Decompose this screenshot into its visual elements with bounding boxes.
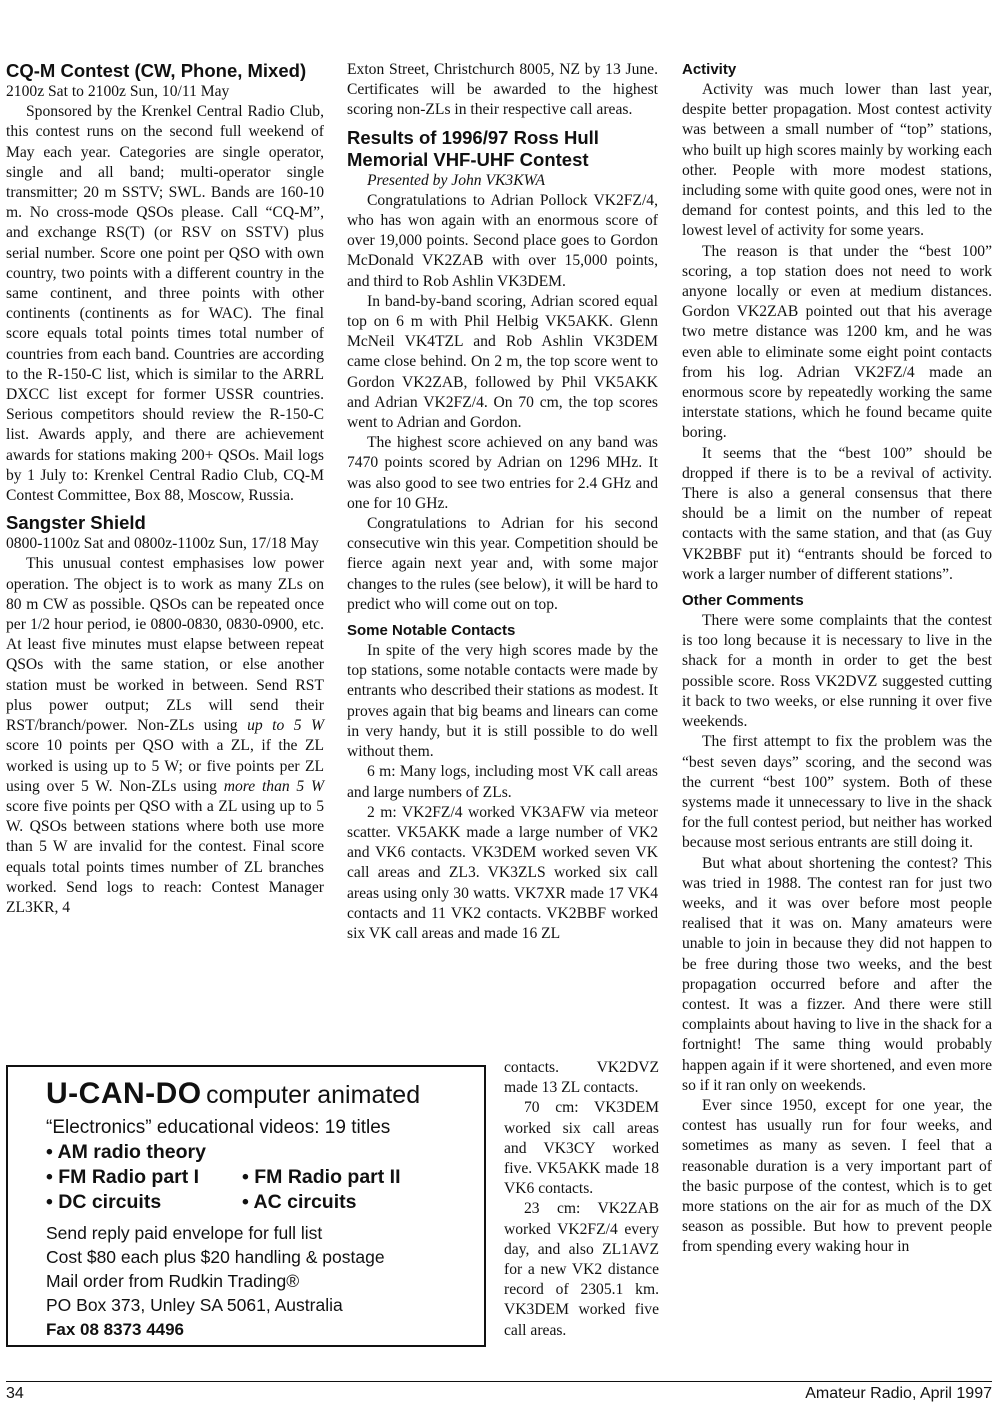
sangster-shield-body (6, 554, 324, 918)
ad-item-fm-part1: • FM Radio part I (46, 1166, 200, 1188)
activity-paragraph-1: Activity was much lower than last year, despite better propagation. Most contest activity was between a small number of “top” stations, who built up high scores mainly by working each other. People with more modest stations, including some with quite good ones, were not in demand for contest points, and this led to the lowest level of activity for some years. (682, 81, 992, 240)
wrap-paragraph-70cm: 70 cm: VK3DEM worked six call areas and VK3CY worked five. VK5AKK made 18 VK6 contacts. (504, 1099, 659, 1198)
ross-hull-results-heading: Results of 1996/97 Ross Hull Memorial VHF-UHF Contest (347, 126, 599, 170)
notable-paragraph-2m: 2 m: VK2FZ/4 worked VK3AFW via meteor scatter. VK5AKK made a large number of VK2 and VK6 contacts. VK3DEM worked seven VK call areas and ZL3. VK3ZLS worked six call areas using only 30 watts. VK7XR made 17 VK4 contacts and 11 VK2 contacts. VK2BBF worked six VK call areas and made 16 ZL (347, 803, 658, 942)
cqm-contest-heading: CQ-M Contest (CW, Phone, Mixed) (6, 60, 307, 81)
ad-address-line: PO Box 373, Unley SA 5061, Australia (46, 1295, 343, 1315)
other-paragraph-1: There were some complaints that the contest is too long because it is necessary to live in the shack for a month in order to get the best possible score. Ross VK2DVZ suggested cutting it back to two weeks, or else running it over five weekends. (682, 612, 992, 731)
ad-send-line: Send reply paid envelope for full list (46, 1223, 323, 1243)
cqm-contest-body: Sponsored by the Krenkel Central Radio Club, this contest runs on the second full weekend of May each year. Categories are single operator, single and all band; multi-operator single transmitter; 20 m SSTV; SWL. Bands are 160-10 m. No cross-mode QSOs please. Call “CQ-M”, and exchange RS(T) (or RSV on SSTV) plus serial number. Score one point per QSO with own country, two points with a different country in the same continent, and three points with other continents (continents as for WAC). The final score equals total points times total number of countries from each band. Countries are according to the R-150-C list, which is similar to the ARRL DXCC list except for former USSR countries. Serious competitors should review the R-150-C list. Awards apply, and there are achievement awards for stations making 200+ QSOs. Mail logs by 1 July to: Krenkel Central Radio Club, CQ-M Contest Committee, Box 88, Moscow, Russia. (6, 103, 324, 505)
ad-brand: U-CAN-DO (46, 1077, 202, 1110)
results-paragraph-4: Congratulations to Adrian for his second consecutive win this year. Competition should be fierce again next year and, with some major changes to the rules (see below), it will be hard to predict who will come out on top. (347, 515, 658, 613)
column-left (6, 60, 324, 918)
sangster-shield-time: 0800-1100z Sat and 0800z-1100z Sun, 17/18 May (6, 535, 319, 553)
ad-mail-line: Mail order from Rudkin Trading® (46, 1271, 300, 1291)
column-middle-wrap (504, 1058, 659, 1341)
ad-cost-line: Cost $80 each plus $20 handling & postage (46, 1247, 385, 1267)
magazine-issue: Amateur Radio, April 1997 (805, 1385, 992, 1402)
wrap-paragraph-1: contacts. VK2DVZ made 13 ZL contacts. (504, 1059, 659, 1097)
sangster-emphasis-1: up to 5 W (247, 717, 324, 735)
sangster-body-part-c: score five points per QSO with a ZL using up to 5 W. QSOs between stations where both use more than 5 W are invalid for the contest. Final score equals total points times number of ZL branches worked. Send logs to reach: Contest Manager ZL3KR, 4 (6, 797, 324, 916)
ad-item-fm-part2: • FM Radio part II (242, 1166, 401, 1188)
notable-paragraph-6m: 6 m: Many logs, including most VK call areas and large numbers of ZLs. (347, 763, 658, 801)
ad-brand-tail: computer animated (206, 1081, 421, 1109)
results-paragraph-1: Congratulations to Adrian Pollock VK2FZ/4, who has won again with an enormous score of over 19,000 points. Second place goes to Gordon McDonald VK2ZAB with over 15,000 points, and third to Rob Ashlin VK3DEM. (347, 191, 658, 290)
cqm-contest-time: 2100z Sat to 2100z Sun, 10/11 May (6, 83, 230, 100)
ad-row-circuits (46, 1190, 484, 1215)
ad-headline (46, 1077, 484, 1111)
ad-item-dc-circuits: • DC circuits (46, 1191, 162, 1213)
column-middle (347, 60, 658, 944)
page-number: 34 (6, 1385, 24, 1402)
ucando-advertisement (6, 1065, 486, 1347)
other-paragraph-3: But what about shortening the contest? This was tried in 1988. The contest ran for just two weeks, and it was over before most people realised that it was on. Many amateurs were unable to join in because they did not happen to be free during those two weeks, and the best propagation occurred before and after the contest. It was a fizzer. And there were still complaints about having to live in the shack for a fortnight! The same thing would probably happen again if it were shortened, and even more so if it ran only on weekends. (682, 854, 992, 1094)
other-paragraph-4: Ever since 1950, except for one year, the contest has usually run for four weeks, and sometimes as many as seven. I feel that a reasonable duration is a very important part of the basic purpose of the contest, which is to get more stations on the air for as much of the DX season as possible. But how to prevent people from spending every waking hour in (682, 1096, 992, 1256)
notable-contacts-heading: Some Notable Contacts (347, 622, 516, 640)
results-paragraph-2: In band-by-band scoring, Adrian scored equal top on 6 m with Phil Helbig VK5AKK. Glenn McNeil VK4TZL and Rob Ashlin VK3DEM came close behind. On 2 m, the top score went to Gordon VK2ZAB, followed by Phil VK5AKK and Adrian VK2FZ/4. On 70 cm, the top scores went to Adrian and Gordon. (347, 292, 658, 432)
other-comments-heading: Other Comments (682, 592, 804, 610)
activity-heading: Activity (682, 61, 737, 78)
wrap-paragraph-23cm: 23 cm: VK2ZAB worked VK2FZ/4 every day, and also ZL1AVZ for a new VK2 distance record of 2305.1 km. VK3DEM worked five call areas. (504, 1200, 659, 1339)
ad-tagline: “Electronics” educational videos: 19 titles (46, 1117, 391, 1138)
ad-item-am-radio: • AM radio theory (46, 1141, 206, 1163)
column-right (682, 60, 992, 1258)
sangster-body-part-b: score 10 points per QSO with a ZL, if the ZL worked is using up to 5 W; or five points per ZL using over 5 W. Non-ZLs using (6, 737, 324, 795)
article-byline: Presented by John VK3KWA (367, 171, 546, 189)
other-paragraph-2: The first attempt to fix the problem was the “best seven days” scoring, and the second was the current “best 100” system. Both of these systems made it unnecessary to live in the shack for the full contest period, but neither has worked because most serious entrants are still doing it. (682, 733, 992, 852)
activity-paragraph-2: The reason is that under the “best 100” scoring, a top station does not need to work anyone locally or even at medium distances. Gordon VK2ZAB pointed out that his average two metre distance was 1200 km, and he was even able to eliminate some eight point contacts from his log. Adrian VK2FZ/4 made an enormous score by repeatedly working the same interstate stations, which he found became quite boring. (682, 242, 992, 442)
page-footer (6, 1381, 992, 1402)
ad-row-fm (46, 1165, 484, 1190)
sangster-emphasis-2: more than 5 W (223, 777, 324, 795)
sangster-shield-heading: Sangster Shield (6, 512, 146, 534)
results-paragraph-3: The highest score achieved on any band was 7470 points scored by Adrian on 1296 MHz. It was also good to see two entries for 2.4 GHz and one for 10 GHz. (347, 434, 658, 512)
ad-fax-line: Fax 08 8373 4496 (46, 1320, 185, 1339)
sangster-continuation: Exton Street, Christchurch 8005, NZ by 13 June. Certificates will be awarded to the highest scoring non-ZLs in their respective call areas. (347, 61, 658, 119)
sangster-body-part-a: This unusual contest emphasises low power operation. The object is to work as many ZLs on 80 m CW as possible. QSOs can be repeated once per 1/2 hour period, ie 0800-0830, 0830-0900, etc. At least five minutes must elapse between repeat QSOs with the same station, or else another station must be worked in between. Send RST plus power output; ZLs will send their RST/branch/power. Non-ZLs using (6, 555, 324, 735)
activity-paragraph-3: It seems that the “best 100” should be dropped if there is to be a revival of activity. There is also a general consensus that there should be a limit on the number of repeat contacts with the same station, and that (as Guy VK2BBF put it) “entrants should be forced to work a larger number of different stations”. (682, 444, 992, 583)
ad-item-ac-circuits: • AC circuits (242, 1191, 357, 1213)
notable-paragraph-1: In spite of the very high scores made by the top stations, some notable contacts were made by entrants who described their stations as modest. It proves again that big beams and linears can come in very handy, but it is still possible to do well without them. (347, 642, 658, 761)
